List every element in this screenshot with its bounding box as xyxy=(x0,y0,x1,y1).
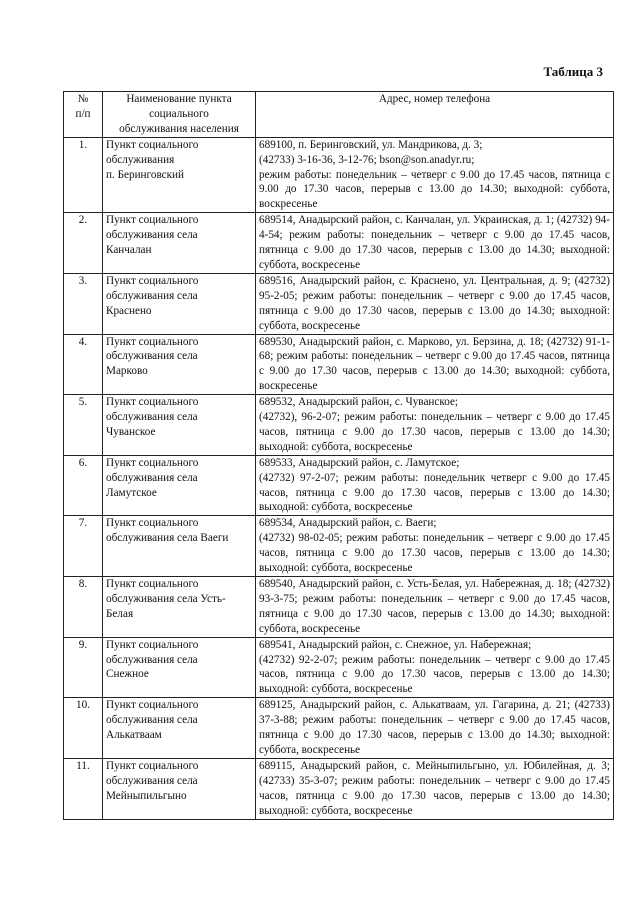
point-address: 689125, Анадырский район, с. Алькатваам, ул. Гагарина, д. 21; (42733) 37-3-88; режим работы: понедельник – четверг с 9.00 до 17.45 часов, пятница с 9.00 до 17.30 часов, перерыв с 13.00 до 14.30; выходной: суббота, воскресенье xyxy=(256,698,614,759)
point-name: Пункт социального обслуживания села Ваеги xyxy=(103,516,256,577)
row-number: 4. xyxy=(64,334,103,395)
row-number: 10. xyxy=(64,698,103,759)
table-row xyxy=(64,395,614,456)
point-address: 689541, Анадырский район, с. Снежное, ул. Набережная; (42732) 92-2-07; режим работы: понедельник – четверг с 9.00 до 17.45 часов, пятница с 9.00 до 17.30 часов, перерыв с 13.00 до 14.30; выходной: суббота, воскресенье xyxy=(256,637,614,698)
table-row xyxy=(64,758,614,819)
point-name: Пункт социального обслуживания п. Беринговский xyxy=(103,137,256,213)
social-service-points-table xyxy=(63,91,614,820)
row-number: 3. xyxy=(64,273,103,334)
point-address: 689532, Анадырский район, с. Чуванское; (42732), 96-2-07; режим работы: понедельник – четверг с 9.00 до 17.45 часов, пятница с 9.00 до 17.30 часов, перерыв с 13.00 до 14.30; выходной: суббота, воскресенье xyxy=(256,395,614,456)
point-name: Пункт социального обслуживания села Краснено xyxy=(103,273,256,334)
row-number: 9. xyxy=(64,637,103,698)
row-number: 6. xyxy=(64,455,103,516)
row-number: 2. xyxy=(64,213,103,274)
point-name: Пункт социального обслуживания села Алькатваам xyxy=(103,698,256,759)
table-caption: Таблица 3 xyxy=(543,64,603,79)
point-address: 689514, Анадырский район, с. Канчалан, ул. Украинская, д. 1; (42732) 94-4-54; режим работы: понедельник – четверг с 9.00 до 17.45 часов, пятница с 9.00 до 17.30 часов, перерыв с 13.00 до 14.30; выходной: суббота, воскресенье xyxy=(256,213,614,274)
row-number: 5. xyxy=(64,395,103,456)
header-address-phone: Адрес, номер телефона xyxy=(256,92,614,138)
point-address: 689516, Анадырский район, с. Краснено, ул. Центральная, д. 9; (42732) 95-2-05; режим работы: понедельник – четверг с 9.00 до 17.45 часов, пятница с 9.00 до 17.30 часов, перерыв с 13.00 до 14.30; выходной: суббота, воскресенье xyxy=(256,273,614,334)
point-name: Пункт социального обслуживания села Марково xyxy=(103,334,256,395)
point-address: 689540, Анадырский район, с. Усть-Белая, ул. Набережная, д. 18; (42732) 93-3-75; режим работы: понедельник – четверг с 9.00 до 17.45 часов, пятница с 9.00 до 17.30 часов, перерыв с 13.00 до 14.30; выходной: суббота, воскресенье xyxy=(256,577,614,638)
table-row xyxy=(64,334,614,395)
row-number: 7. xyxy=(64,516,103,577)
row-number: 1. xyxy=(64,137,103,213)
table-row xyxy=(64,577,614,638)
row-number: 11. xyxy=(64,758,103,819)
table-row xyxy=(64,213,614,274)
point-address: 689533, Анадырский район, с. Ламутское; (42732) 97-2-07; режим работы: понедельник четверг с 9.00 до 17.45 часов, пятница с 9.00 до 17.30 часов, перерыв с 13.00 до 14.30; выходной: суббота, воскресенье xyxy=(256,455,614,516)
table-row xyxy=(64,273,614,334)
point-name: Пункт социального обслуживания села Усть- Белая xyxy=(103,577,256,638)
table-row xyxy=(64,455,614,516)
header-number: № п/п xyxy=(64,92,103,138)
point-name: Пункт социального обслуживания села Ламутское xyxy=(103,455,256,516)
point-name: Пункт социального обслуживания села Мейныпильгыно xyxy=(103,758,256,819)
table-row xyxy=(64,637,614,698)
point-address: 689115, Анадырский район, с. Мейныпильгыно, ул. Юбилейная, д. 3; (42733) 35-3-07; режим работы: понедельник – четверг с 9.00 до 17.45 часов, пятница с 9.00 до 17.30 часов, перерыв с 13.00 до 14.30; выходной: суббота, воскресенье xyxy=(256,758,614,819)
header-point-name: Наименование пункта социального обслуживания населения xyxy=(103,92,256,138)
point-name: Пункт социального обслуживания села Снежное xyxy=(103,637,256,698)
row-number: 8. xyxy=(64,577,103,638)
point-name: Пункт социального обслуживания села Канчалан xyxy=(103,213,256,274)
table-row xyxy=(64,516,614,577)
point-address: 689534, Анадырский район, с. Ваеги; (42732) 98-02-05; режим работы: понедельник – четверг с 9.00 до 17.45 часов, пятница с 9.00 до 17.30 часов, перерыв с 13.00 до 14.30; выходной: суббота, воскресенье xyxy=(256,516,614,577)
point-name: Пункт социального обслуживания села Чуванское xyxy=(103,395,256,456)
point-address: 689530, Анадырский район, с. Марково, ул. Берзина, д. 18; (42732) 91-1-68; режим работы: понедельник – четверг с 9.00 до 17.45 часов, пятница с 9.00 до 17.30 часов, перерыв с 13.00 до 14.30; выходной: суббота, воскресенье xyxy=(256,334,614,395)
table-row xyxy=(64,698,614,759)
table-row xyxy=(64,137,614,213)
point-address: 689100, п. Беринговский, ул. Мандрикова, д. 3; (42733) 3-16-36, 3-12-76; bson@son.anadyr.ru; режим работы: понедельник – четверг с 9.00 до 17.45 часов, пятница с 9.00 до 17.30 часов, перерыв с 13.00 до 14.30; выходной: суббота, воскресенье xyxy=(256,137,614,213)
table-header-row xyxy=(64,92,614,138)
